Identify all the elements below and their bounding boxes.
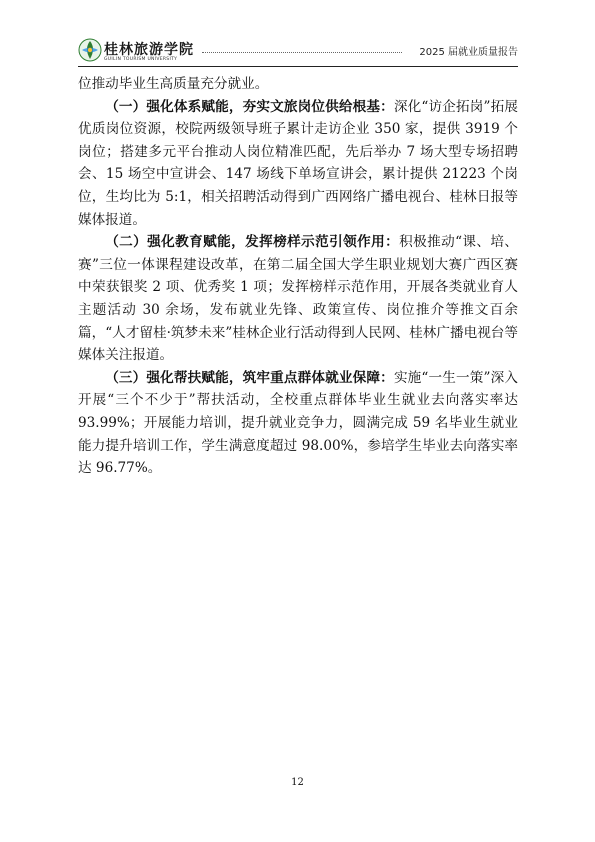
section-heading: （三）强化帮扶赋能，筑牢重点群体就业保障： (105, 369, 394, 386)
paragraph-text: 深化“访企拓岗”拓展优质岗位资源，校院两级领导班子累计走访企业 350 家，提供 3919 个岗位；搭建多元平台推动人岗位精准匹配，先后举办 7 场大型专场招聘会、15 场空中宣讲会、147 场线下单场宣讲会，累计提供 21223 个岗位，生均比为 5:1，相关招聘活动得到广西网络广播电视台、桂林日报等媒体报道。 (78, 98, 518, 228)
paragraph-assistance-empowerment (78, 367, 518, 480)
logo-english-text: GUILIN TOURISM UNIVERSITY (104, 57, 178, 62)
header-divider (78, 66, 518, 67)
paragraph-text: 积极推动“课、培、赛”三位一体课程建设改革，在第二届全国大学生职业规划大赛广西区赛中荣获银奖 2 项、优秀奖 1 项；发挥榜样示范作用，开展各类就业育人主题活动 30 余场，发布就业先锋、政策宣传、岗位推介等推文百余篇，“人才留桂·筑梦未来”桂林企业行活动得到人民网、桂林广播电视台等媒体关注报道。 (78, 234, 519, 364)
header-dotted-leader (202, 52, 402, 53)
university-emblem-icon (78, 38, 102, 62)
paragraph-system-empowerment (78, 96, 518, 232)
logo-chinese-text: 桂林旅游学院 (104, 42, 194, 58)
section-heading: （二）强化教育赋能，发挥榜样示范引领作用： (105, 234, 400, 251)
university-logo (78, 38, 198, 68)
paragraph-text: 实施“一生一策”深入开展“三个不少于”帮扶活动，全校重点群体毕业生就业去向落实率达 93.99%；开展能力培训，提升就业竞争力，圆满完成 59 名毕业生就业能力提升培训工作，学生满意度超过 98.00%，参培学生毕业去向落实率达 96.77%。 (78, 369, 518, 477)
page-header (78, 38, 518, 68)
section-heading: （一）强化体系赋能，夯实文旅岗位供给根基： (105, 98, 394, 115)
paragraph-text: 位推动毕业生高质量充分就业。 (78, 76, 269, 92)
paragraph-education-empowerment (78, 231, 518, 367)
page-number: 12 (291, 777, 304, 788)
report-title: 2025 届就业质量报告 (419, 47, 518, 58)
body-content (78, 73, 518, 480)
paragraph-continuation (78, 73, 518, 96)
